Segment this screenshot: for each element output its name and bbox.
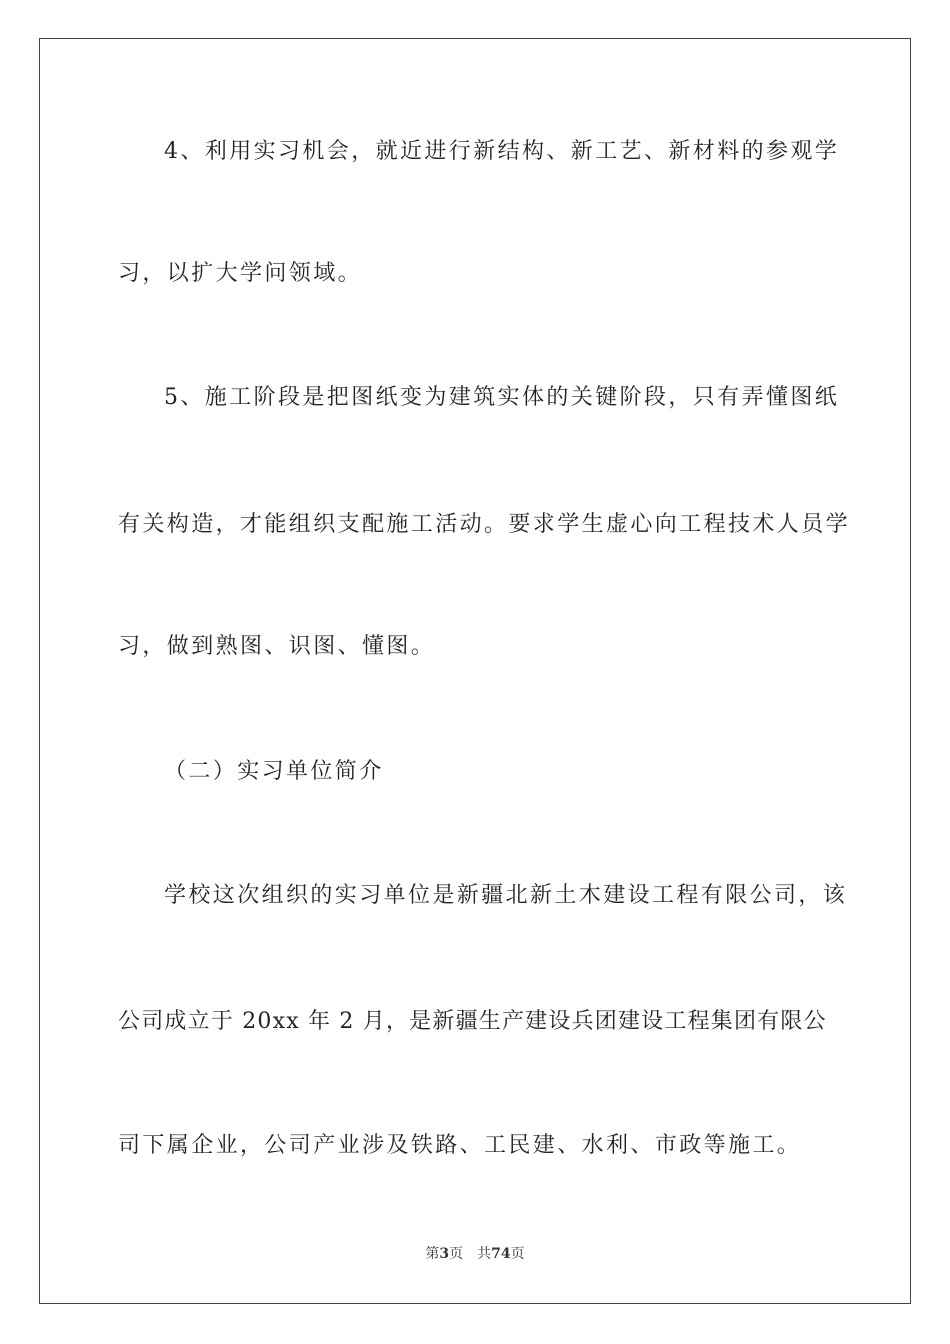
- page-label-suffix: 页: [449, 1246, 464, 1262]
- total-label-suffix: 页: [510, 1246, 525, 1262]
- current-page-number: 3: [439, 1246, 450, 1262]
- total-page-count: 74: [491, 1246, 511, 1262]
- paragraph-5-line-2: 有关构造，才能组织支配施工活动。要求学生虚心向工程技术人员学: [118, 512, 851, 537]
- page-label-prefix: 第: [425, 1246, 440, 1262]
- section-heading: （二）实习单位简介: [164, 759, 384, 784]
- paragraph-5-line-3: 习，做到熟图、识图、懂图。: [118, 634, 436, 659]
- paragraph-4-line-2: 习，以扩大学问领域。: [118, 261, 363, 286]
- page-border: [39, 38, 911, 1304]
- intro-paragraph-line-2: 公司成立于 20xx 年 2 月，是新疆生产建设兵团建设工程集团有限公: [118, 1009, 827, 1034]
- paragraph-5-line-1: 5、施工阶段是把图纸变为建筑实体的关键阶段，只有弄懂图纸: [164, 385, 840, 410]
- intro-paragraph-line-3: 司下属企业，公司产业涉及铁路、工民建、水利、市政等施工。: [118, 1133, 802, 1158]
- intro-paragraph-line-1: 学校这次组织的实习单位是新疆北新土木建设工程有限公司，该: [164, 883, 848, 908]
- page-footer: [0, 1245, 950, 1263]
- paragraph-4-line-1: 4、利用实习机会，就近进行新结构、新工艺、新材料的参观学: [164, 139, 840, 164]
- total-label-prefix: 共: [477, 1246, 492, 1262]
